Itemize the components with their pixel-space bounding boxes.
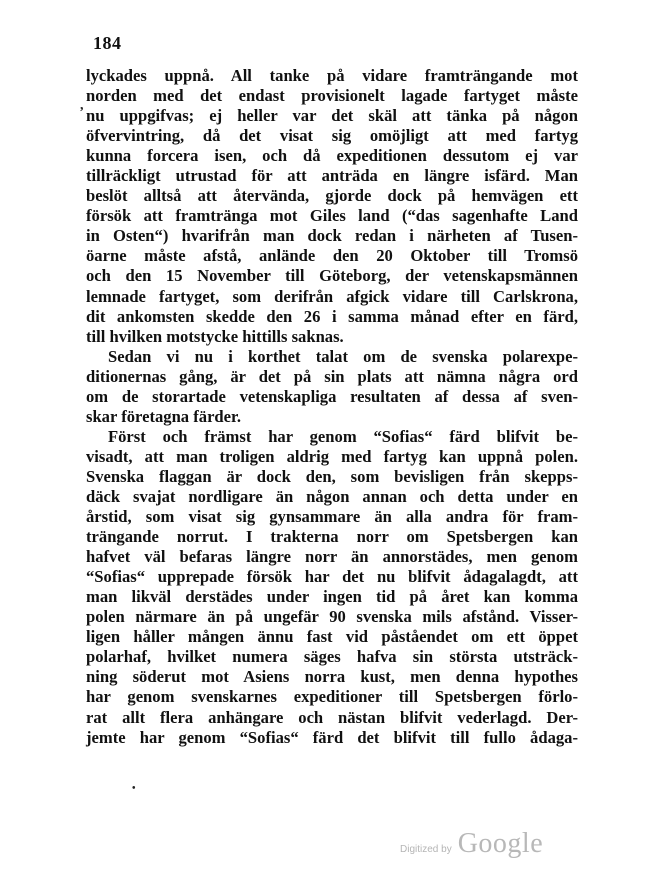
margin-mark-icon: , — [80, 98, 84, 113]
text-line: lyckades uppnå. All tanke på vidare framträngande mot — [86, 66, 578, 85]
text-line: tillräckligt utrustad för att anträda en längre isfärd. Man — [86, 166, 578, 186]
text-line: kunna forcera isen, och då expeditionen dessutom ej var — [86, 146, 578, 166]
text-line: och den 15 November till Göteborg, der vetenskapsmännen — [86, 266, 578, 286]
text-line: ligen håller mången ännu fast vid påståendet om ett öppet — [86, 627, 578, 647]
watermark-logo: Google — [457, 828, 544, 859]
text-line: lemnade fartyget, som derifrån afgick vidare till Carlskrona, — [86, 286, 578, 306]
text-line: om de storartade vetenskapliga resultaten af dessa af sven- — [86, 386, 578, 406]
text-line: försök att framtränga mot Giles land (“das sagenhafte Land — [86, 206, 578, 226]
text-line: jemte har genom “Sofias“ färd det blifvit till fullo ådaga- — [86, 727, 578, 747]
text-line: årstid, som visat sig gynsammare än alla andra för fram- — [86, 507, 578, 527]
text-line: in Osten“) hvarifrån man dock redan i närheten af Tusen- — [86, 226, 578, 246]
text-line: Svenska flaggan är dock den, som bevisligen från skepps- — [86, 466, 578, 486]
text-line: visadt, att man troligen aldrig med fartyg kan uppnå polen. — [86, 446, 578, 466]
text-line: norden med det endast provisionelt lagade fartyget måste — [86, 86, 578, 106]
watermark — [400, 828, 543, 860]
text-line: polen närmare än på ungefär 90 svenska mils afstånd. Visser- — [86, 607, 578, 627]
text-line: dit ankomsten skedde den 26 i samma månad efter en färd, — [86, 306, 578, 326]
text-line: öfvervintring, då det visat sig omöjligt att med fartyg — [86, 126, 578, 146]
text-line: Sedan vi nu i korthet talat om de svenska polarexpe- — [108, 346, 578, 366]
text-line: till hvilken motstycke hittills saknas. — [86, 326, 344, 346]
text-line: skar företagna färder. — [86, 406, 242, 426]
text-line: öarne måste afstå, anlände den 20 Oktober till Tromsö — [86, 246, 578, 266]
page-number: 184 — [93, 33, 122, 53]
text-line: beslöt alltså att återvända, gjorde dock på hemvägen ett — [86, 186, 578, 206]
text-line: Först och främst har genom “Sofias“ färd blifvit be- — [108, 426, 578, 446]
watermark-prefix: Digitized by — [400, 844, 452, 855]
stray-dot-icon: • — [132, 783, 136, 794]
text-line: hafvet väl befaras längre norr än annorstädes, men genom — [86, 547, 578, 567]
text-line: rat allt flera anhängare och nästan blifvit vederlagd. Der- — [86, 707, 578, 727]
text-line: man likväl derstädes under ingen tid på året kan komma — [86, 587, 578, 607]
text-line: “Sofias“ upprepade försök har det nu blifvit ådagalagdt, att — [86, 567, 578, 587]
text-line: polarhaf, hvilket numera säges hafva sin största utsträck- — [86, 647, 578, 667]
text-line: har genom svenskarnes expeditioner till Spetsbergen förlo- — [86, 687, 578, 707]
body-text — [86, 66, 578, 748]
text-line: nu uppgifvas; ej heller var det skäl att tänka på någon — [86, 106, 578, 126]
text-line: trängande norrut. I trakterna norr om Spetsbergen kan — [86, 527, 578, 547]
text-line: däck svajat nordligare än någon annan och detta under en — [86, 486, 578, 506]
text-line: ning söderut mot Asiens norra kust, men denna hypothes — [86, 667, 578, 687]
text-line: ditionernas gång, är det på sin plats att nämna några ord — [86, 366, 578, 386]
